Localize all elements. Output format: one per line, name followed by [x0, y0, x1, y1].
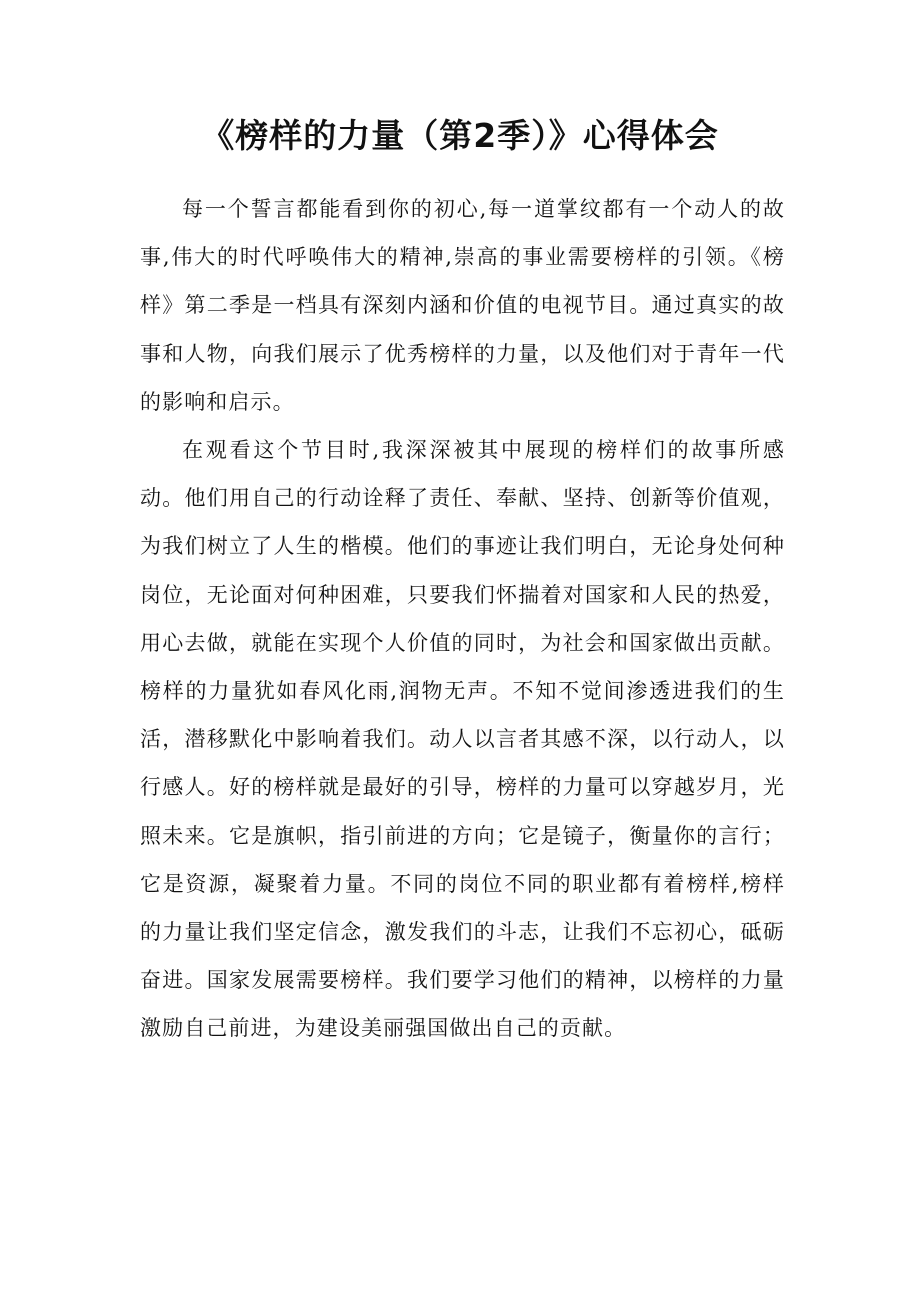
- paragraph-2: 在观看这个节目时,我深深被其中展现的榜样们的故事所感动。他们用自己的行动诠释了责任、奉献、坚持、创新等价值观，为我们树立了人生的楷模。他们的事迹让我们明白，无论身处何种岗位，无论面对何种困难，只要我们怀揣着对国家和人民的热爱，用心去做，就能在实现个人价值的同时，为社会和国家做出贡献。榜样的力量犹如春风化雨,润物无声。不知不觉间渗透进我们的生活，潜移默化中影响着我们。动人以言者其感不深，以行动人，以行感人。好的榜样就是最好的引导，榜样的力量可以穿越岁月，光照未来。它是旗帜，指引前进的方向；它是镜子，衡量你的言行；它是资源，凝聚着力量。不同的岗位不同的职业都有着榜样,榜样的力量让我们坚定信念，激发我们的斗志，让我们不忘初心，砥砺奋进。国家发展需要榜样。我们要学习他们的精神，以榜样的力量激励自己前进，为建设美丽强国做出自己的贡献。: [140, 438, 785, 1041]
- document-body: [140, 185, 785, 1053]
- document-title: 《榜样的力量（第2季）》心得体会: [201, 116, 719, 155]
- paragraph-1: 每一个誓言都能看到你的初心,每一道掌纹都有一个动人的故事,伟大的时代呼唤伟大的精神,崇高的事业需要榜样的引领。《榜样》第二季是一档具有深刻内涵和价值的电视节目。通过真实的故事和人物，向我们展示了优秀榜样的力量，以及他们对于青年一代的影响和启示。: [140, 197, 785, 414]
